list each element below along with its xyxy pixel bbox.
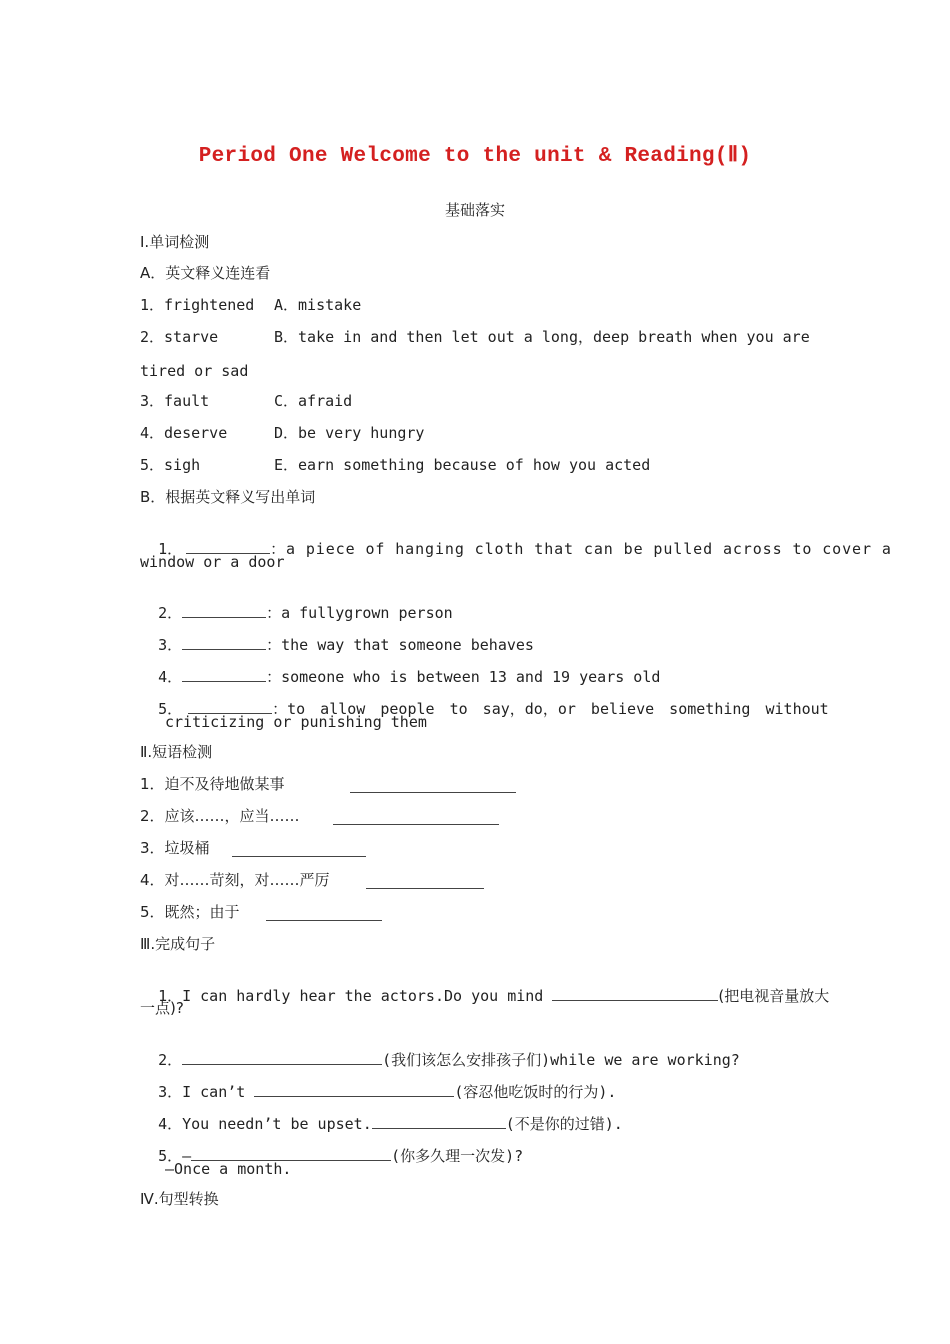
sentence-1-post: (把电视音量放大 xyxy=(718,987,830,1005)
match-def-5: E．earn something because of how you acted xyxy=(274,456,651,474)
phrase-item-4: 4．对……苛刻，对……严厉 xyxy=(140,871,330,889)
match-def-4: D．be very hungry xyxy=(274,424,425,442)
define-item-5-cont: criticizing or punishing them xyxy=(165,713,427,731)
define-def-4: ：someone who is between 13 and 19 years old xyxy=(266,668,661,686)
sentence-item-1 xyxy=(140,966,829,1006)
define-def-5: ：to allow people to say，do，or believe something without xyxy=(272,700,829,718)
sentence-2-pre: 2． xyxy=(158,1051,183,1069)
define-item-1-cont: window or a door xyxy=(140,553,285,571)
answer-blank[interactable] xyxy=(232,842,366,857)
match-def-3: C．afraid xyxy=(274,392,353,410)
phrase-item-5: 5．既然；由于 xyxy=(140,903,240,921)
sentence-item-5-cont: —Once a month. xyxy=(165,1160,292,1178)
page-title: Period One Welcome to the unit & Reading(Ⅱ) xyxy=(198,145,752,168)
section3-heading: Ⅲ.完成句子 xyxy=(140,935,216,953)
define-num-1: 1． xyxy=(158,540,183,558)
section2-heading: Ⅱ.短语检测 xyxy=(140,743,213,761)
phrase-item-1: 1．迫不及待地做某事 xyxy=(140,775,285,793)
subtitle: 基础落实 xyxy=(444,201,505,219)
sentence-5-pre: 5．— xyxy=(158,1147,192,1165)
match-item-2: 2．starve xyxy=(140,328,219,346)
section1-partA-heading: A．英文释义连连看 xyxy=(140,264,271,282)
sentence-item-1-cont: 一点)? xyxy=(140,999,184,1017)
define-num-2: 2． xyxy=(158,604,183,622)
match-item-5: 5．sigh xyxy=(140,456,201,474)
section1-partB-heading: B．根据英文释义写出单词 xyxy=(140,488,316,506)
match-item-3: 3．fault xyxy=(140,392,210,410)
match-def-2: B．take in and then let out a long，deep breath when you are xyxy=(274,328,810,346)
phrase-item-3: 3．垃圾桶 xyxy=(140,839,210,857)
define-num-5: 5． xyxy=(158,700,183,718)
sentence-1-pre: 1．I can hardly hear the actors.Do you mind xyxy=(158,987,553,1005)
answer-blank[interactable] xyxy=(366,874,484,889)
section1-heading: Ⅰ.单词检测 xyxy=(140,233,210,251)
phrase-item-2: 2．应该……，应当…… xyxy=(140,807,300,825)
answer-blank[interactable] xyxy=(266,906,382,921)
answer-blank[interactable] xyxy=(350,778,516,793)
sentence-2-post: (我们该怎么安排孩子们)while we are working? xyxy=(382,1051,740,1069)
sentence-4-pre: 4．You needn’t be upset. xyxy=(158,1115,372,1133)
match-def-2-cont: tired or sad xyxy=(140,362,249,380)
answer-blank[interactable] xyxy=(333,810,499,825)
define-num-4: 4． xyxy=(158,668,183,686)
define-def-2: ：a fullygrown person xyxy=(266,604,453,622)
sentence-3-post: (容忍他吃饭时的行为). xyxy=(454,1083,617,1101)
define-def-1: ：a piece of hanging cloth that can be pulled across to cover a xyxy=(270,540,892,558)
define-def-3: ：the way that someone behaves xyxy=(266,636,534,654)
sentence-5-post: (你多久理一次发)? xyxy=(391,1147,524,1165)
answer-blank[interactable] xyxy=(552,986,718,1001)
sentence-3-pre: 3．I can’t xyxy=(158,1083,255,1101)
section4-heading: Ⅳ.句型转换 xyxy=(140,1190,219,1208)
match-item-1: 1．frightened xyxy=(140,296,255,314)
match-item-4: 4．deserve xyxy=(140,424,228,442)
define-num-3: 3． xyxy=(158,636,183,654)
sentence-4-post: (不是你的过错). xyxy=(505,1115,623,1133)
match-def-1: A．mistake xyxy=(274,296,362,314)
